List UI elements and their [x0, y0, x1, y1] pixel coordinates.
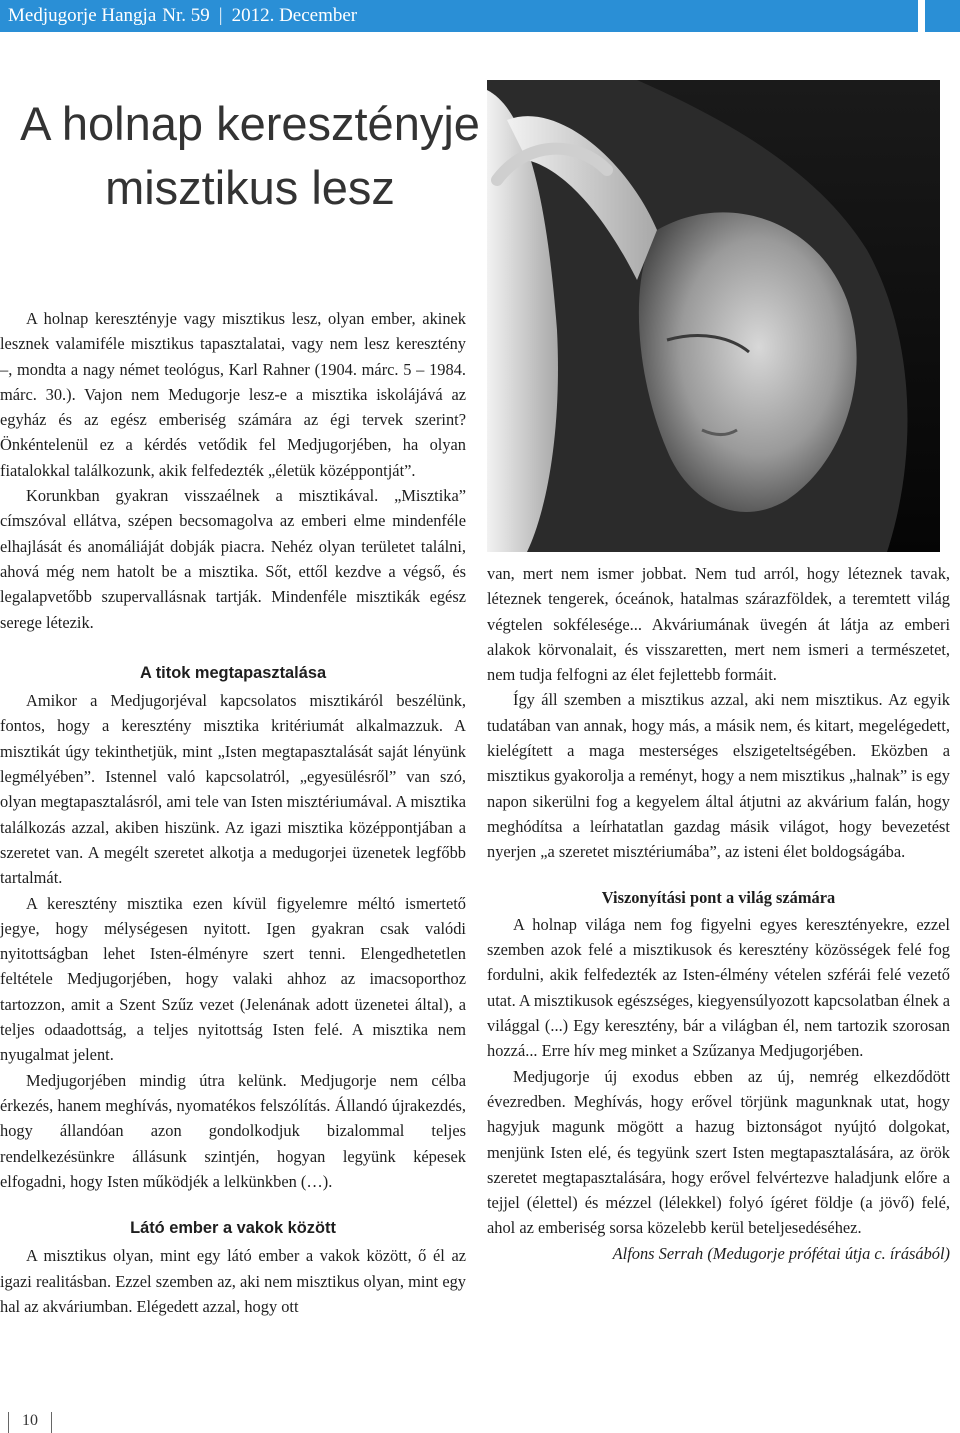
header-publication-bar — [0, 0, 918, 32]
header-bar — [0, 0, 960, 32]
paragraph: Korunkban gyakran visszaélnek a misztikával. „Misztika” címszóval ellátva, szépen becsomagolva az emberi elme mindenféle elhajlását és anomáliáját dobják piacra. Nehéz olyan területet találni, ahová még nem hatolt be a misztika. Sőt, ettől kezdve a végső, és legalapvetőbb szupervallásnak tartják. Mindenféle misztikák egész serege létezik. — [0, 486, 466, 632]
paragraph: A misztikus olyan, mint egy látó ember a vakok között, ő él az igazi realitásban. Ezzel szemben az, aki nem misztikus olyan, mint egy hal az akváriumban. Elégedett azzal, hogy ott — [0, 1246, 466, 1316]
issue-date: 2012. December — [231, 5, 358, 26]
page-number: 10 — [22, 1412, 38, 1429]
section-heading: Látó ember a vakok között — [130, 1219, 336, 1238]
praying-woman-photo — [487, 80, 940, 552]
article-column-left — [0, 306, 466, 1319]
article-column-right — [487, 561, 950, 1266]
title-line-2: misztikus lesz — [105, 161, 395, 214]
paragraph: van, mert nem ismer jobbat. Nem tud arról, hogy léteznek tavak, léteznek tengerek, óceánok, hatalmas szárazföldek, a teremtett világ végtelen sokfélesége... Akváriumának üvegén át látja az emberi alakok körvonalait, és visszaretten, mert nem ismeri a természetet, nem tudja felfogni az élet fejlettebb formáit. — [487, 564, 950, 685]
paragraph: Medjugorjében mindig útra kelünk. Medjugorje nem célba érkezés, hanem meghívás, nyomatékos felszólítás. Állandó újrakezdés, hogy állandóan azon gondolkodjuk bizalommal teljes rendelkezésünkre állásunk szintjén, hogyan legyünk képesek elfogadni, hogy Isten működjék a lelkünkben (…). — [0, 1070, 466, 1191]
photo-illustration — [487, 80, 940, 552]
publication-name: Medjugorje Hangja — [8, 5, 157, 26]
header-accent-square — [925, 0, 960, 32]
article-title — [0, 92, 500, 220]
footer-divider — [51, 1412, 52, 1433]
paragraph: Így áll szemben a misztikus azzal, aki nem misztikus. Az egyik tudatában van annak, hogy más, a másik nem, és kitart, megelégedett, kielégített a maga mesterséges elszigeteltségében. Eközben a misztikus gyakorolja a reményt, hogy a nem misztikus „halnak” is egy napon sikerülni fog a kegyelem által átjutni az akvárium falán, hogy meghódítsa a leírhatatlan gazdag másik világot, hogy bevezetést nyerjen „a szeretet misztériumába”, az isteni élet boldogságába. — [487, 690, 950, 862]
section-heading: Viszonyítási pont a világ számára — [601, 887, 836, 907]
section-heading: A titok megtapasztalása — [139, 663, 327, 682]
paragraph: A holnap keresztényje vagy misztikus lesz, olyan ember, akinek lesznek valamiféle misztikus tapasztalatai, vagy nem lesz keresztény –, mondta a nagy német teológus, Karl Rahner (1904. márc. 5 – 1984. márc. 30.). Vajon nem Medugorje lesz-e a misztika iskolájává az egyház és az egész emberiség számára az égi tervek szerint? Önkéntelenül ez a kérdés vetődik fel Medjugorjében, ha olyan fiatalokkal találkozunk, akik felfedezték „életük középpontját”. — [0, 309, 466, 480]
header-separator: | — [218, 5, 223, 26]
paragraph: A holnap világa nem fog figyelni egyes keresztényekre, ezzel szemben azok felé a misztikusok és keresztény közösségek felé fog fordulni, akik felfedezték az Isten-élmény vételen szférái felé vezető utat. A misztikusok egészséges, kiegyensúlyozott kapcsolatban élnek a világgal (...) Egy keresztény, bár a világban él, nem tartozik szorosan hozzá... Erre hív meg minket a Szűzanya Medjugorjében. — [487, 914, 950, 1061]
paragraph: Medjugorje új exodus ebben az új, nemrég elkezdődött évezredben. Meghívás, hogy erővel törjünk magunknak utat, hogy hagyjuk magunk mögött a hazug biztonságot nyújtó dolgokat, menjünk Isten elé, és tegyünk szert Isten megtapasztalására, az örök szeretet megtapasztalására, hogy erővel felvértezve haladjunk előre a tejjel (élettel) és mézzel (lélekkel) folyó ígéret földje (a jövő) felé, ahol az emberiség sorsa közelebb kerül beteljesedéséhez. — [487, 1066, 950, 1238]
issue-number: Nr. 59 — [162, 5, 210, 26]
author-signature: Alfons Serrah (Medugorje prófétai útja c. írásából) — [612, 1243, 950, 1263]
title-line-1: A holnap keresztényje — [20, 97, 480, 150]
paragraph: Amikor a Medjugorjéval kapcsolatos misztikáról beszélünk, fontos, hogy a keresztény misztika kritériumát alkalmazzuk. A misztikát úgy tekinthetjük, mint „Isten megtapasztalását saját lényünk legmélyében”. Istennel való kapcsolatról, „egyesülésről” van szó, olyan megtapasztalásról, ami tele van Isten misztériumával. A misztika találkozás azzal, akiben hiszünk. Az igazi misztika középpontjában a szeretet van. A megélt szeretet alkotja a medugorjei üzenetek legfőbb tartalmát. — [0, 691, 466, 888]
paragraph: A keresztény misztika ezen kívül figyelemre méltó ismertető jegye, hogy mélységesen nyitott. Igen gyakran csak valódi nyitottságban lehet Isten-élményre szert tenni. Elengedhetetlen feltétele Medjugorjében, hogy valaki ahhoz az imacsoporthoz tartozzon, amit a Szent Szűz vezet (Jelenának adott üzenetei által), a teljes odaadottság, a teljes nyitottság Isten felé. A misztika nem nyugalmat jelent. — [0, 893, 466, 1065]
